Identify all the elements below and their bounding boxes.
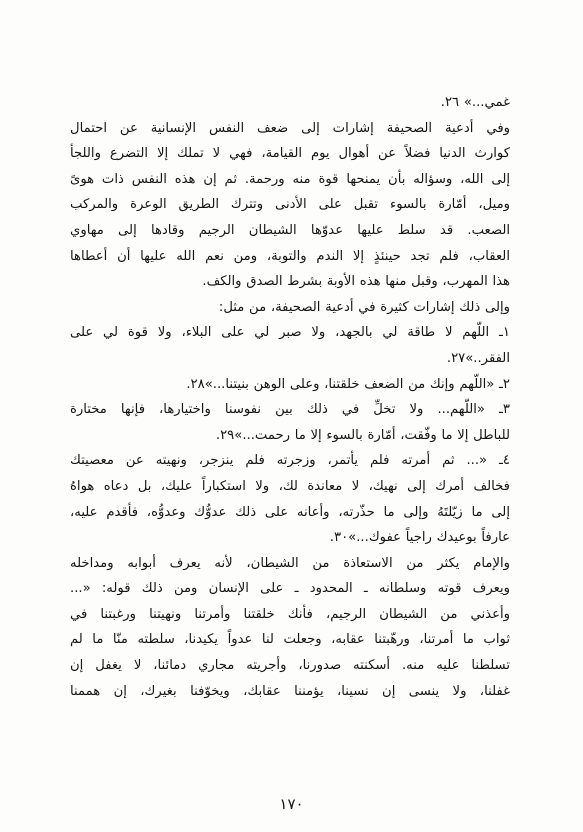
text-line: تسلطنا عليه منه. أسكنته صدورنا، وأجريته مجاري دمائنا، لا يغفل إن [70,658,510,674]
body-text [70,90,510,704]
text-line: وميل، أمّارة بالسوء تقبل على الأدنى وتترك الطريق الوعرة والمركب [70,197,510,213]
text-line: إلى الله، وسؤاله بأن يمنحها قوة منه ورحمة. ثم إن هذه النفس ذات هوىً [70,171,510,187]
text-line: للباطل إلا ما وفّقت، أمّارة بالسوء إلا ما رحمت...»٢٩. [215,427,510,443]
text-line: وأعذني من الشيطان الرجيم، فأنك خلقتنا وأمرتنا ونهيتنا ورغبتنا في [70,606,510,622]
text-line: إلى ما زيّلتَهُ وإلى ما حذّرته، وأعانه على ذلك عدوُّك وعدوُّه، فأقدم عليه، [70,504,510,520]
text-line: ٤ـ «... ثم أمرته فلم يأتمر، وزجرته فلم ينزجر، ونهيته عن معصيتك [70,453,510,469]
page-number: ١٧٠ [279,795,304,813]
text-line: هذا المهرب، وقبل منها هذه الأوبة بشرط الصدق والكف. [202,274,510,290]
text-line: ويعرف قوته وسلطانه ـ المحدود ـ على الإنسان ومن ذلك قوله: «... [70,581,510,597]
text-line: وفي أدعية الصحيفة إشارات إلى ضعف النفس الإنسانية عن احتمال [70,120,510,136]
text-line: ٣ـ «اللّهم... ولا تخلِّ في ذلك بين نفوسنا واختيارها، فإنها مختارة [70,402,510,418]
text-line: الصعب. قد سلط عليها عدوّها الشيطان الرجيم وقادها إلى مهاوي [70,222,510,238]
text-line: عارفاً بوعيدك راجياً عفوك...»٣٠. [329,530,510,546]
text-line: وإلى ذلك إشارات كثيرة في أدعية الصحيفة، من مثل: [218,299,510,315]
text-line: ٢ـ «اللّهم وإنك من الضعف خلقتنا، وعلى الوهن بنيتنا...»٢٨. [186,376,510,392]
text-line: الفقر..»٢٧. [446,350,510,366]
text-line: غفلنا، ولا ينسى إن نسينا، يؤمننا عقابك، ويخوّفنا بغيرك، إن هممنا [70,683,510,699]
text-line: فخالف أمرك إلى نهيك، لا معاندة لك، ولا استكباراً عليك، بل دعاه هواهُ [70,478,510,494]
text-line: والإمام يكثر من الاستعاذة من الشيطان، لأنه يعرف أبوابه ومداخله [70,555,510,571]
text-line: غمي...» ٢٦. [440,95,510,110]
text-line: ثواب ما أمرتنا، ورهّبتنا عقابه، وجعلت لنا عدواً يكيدنا، سلطته منّا ما لم [70,632,510,648]
text-line: ١ـ اللّهم لا طاقة لي بالجهد، ولا صبر لي على البلاء، ولا قوة لي على [70,325,510,341]
text-line: كوارث الدنيا فضلاً عن أهوال يوم القيامة، فهي لا تملك إلا التضرع واللجأ [70,146,510,162]
text-line: العقاب، فلم تجد حينئذٍ إلا الندم والتوبة، ومن نعم الله عليها أن أعطاها [70,248,510,264]
